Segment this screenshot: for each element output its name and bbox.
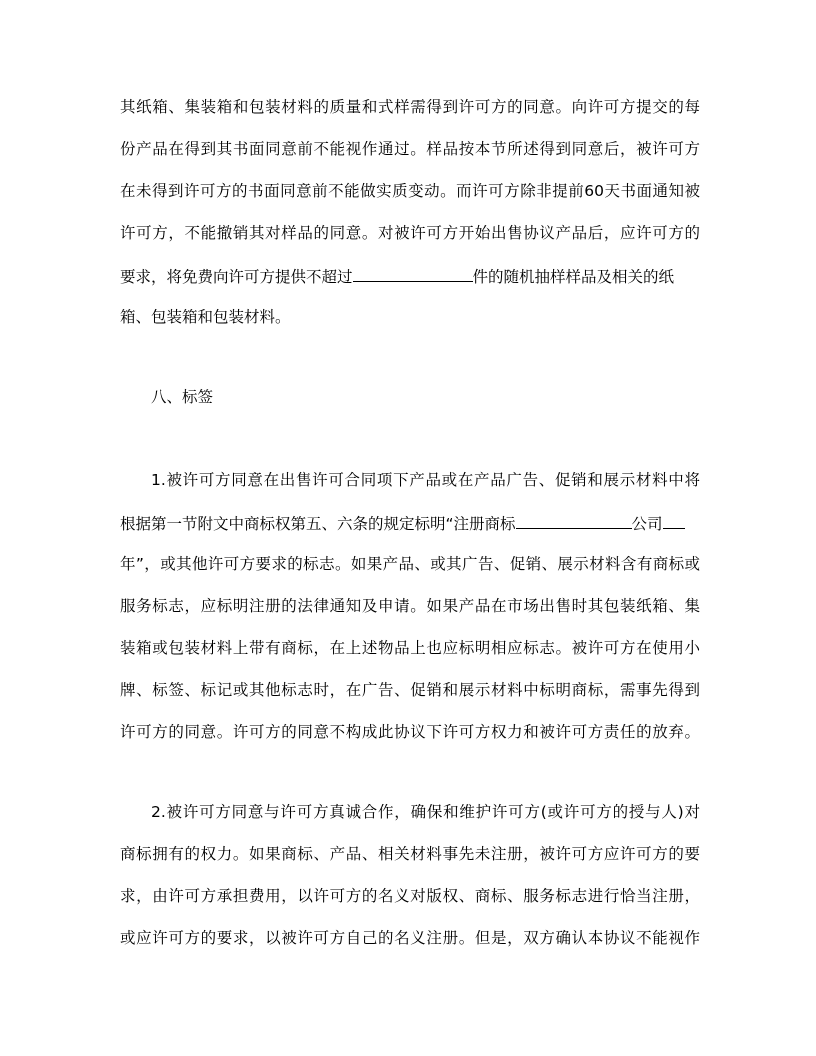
para2-line3: 年”，或其他许可方要求的标志。如果产品、或其广告、促销、展示材料含有商标或 [120, 555, 700, 573]
para3-line4: 或应许可方的要求，以被许可方自己的名义注册。但是，双方确认本协议不能视作 [120, 929, 700, 947]
para2-line1: 1.被许可方同意在出售许可合同项下产品或在产品广告、促销和展示材料中将 [151, 471, 700, 489]
para2-line5: 装箱或包装材料上带有商标，在上述物品上也应标明相应标志。被许可方在使用小 [120, 639, 700, 657]
para1-line5-text-b: 件的随机抽样样品及相关的纸 [472, 268, 675, 286]
trademark-company-blank [516, 512, 632, 529]
para1-line6: 箱、包装箱和包装材料。 [120, 308, 291, 326]
para2-line6: 牌、标签、标记或其他标志时，在广告、促销和展示材料中标明商标，需事先得到 [120, 681, 700, 699]
para2-line2-text-a: 根据第一节附文中商标权第五、六条的规定标明“注册商标 [120, 515, 516, 533]
year-blank [663, 512, 685, 529]
para3-line3: 求，由许可方承担费用，以许可方的名义对版权、商标、服务标志进行恰当注册， [120, 887, 700, 905]
section-heading-labels: 八、标签 [151, 388, 214, 406]
para1-line5-text-a: 要求，将免费向许可方提供不超过 [120, 268, 353, 286]
para2-line2-text-b: 公司 [631, 515, 663, 533]
para2-line4: 服务标志，应标明注册的法律通知及申请。如果产品在市场出售时其包装纸箱、集 [120, 597, 700, 615]
para1-line5 [120, 265, 700, 287]
para1-line2: 份产品在得到其书面同意前不能视作通过。样品按本节所述得到同意后，被许可方 [120, 140, 700, 158]
para1-line4: 许可方，不能撤销其对样品的同意。对被许可方开始出售协议产品后，应许可方的 [120, 224, 700, 242]
para2-line7: 许可方的同意。许可方的同意不构成此协议下许可方权力和被许可方责任的放弃。 [120, 723, 700, 741]
para1-line3: 在未得到许可方的书面同意前不能做实质变动。而许可方除非提前60天书面通知被 [120, 182, 700, 200]
sample-quantity-blank [353, 265, 473, 282]
para3-line2: 商标拥有的权力。如果商标、产品、相关材料事先未注册，被许可方应许可方的要 [120, 845, 700, 863]
para1-line1: 其纸箱、集装箱和包装材料的质量和式样需得到许可方的同意。向许可方提交的每 [120, 98, 700, 116]
para2-line2 [120, 512, 700, 534]
para3-line1: 2.被许可方同意与许可方真诚合作，确保和维护许可方(或许可方的授与人)对 [151, 803, 700, 821]
